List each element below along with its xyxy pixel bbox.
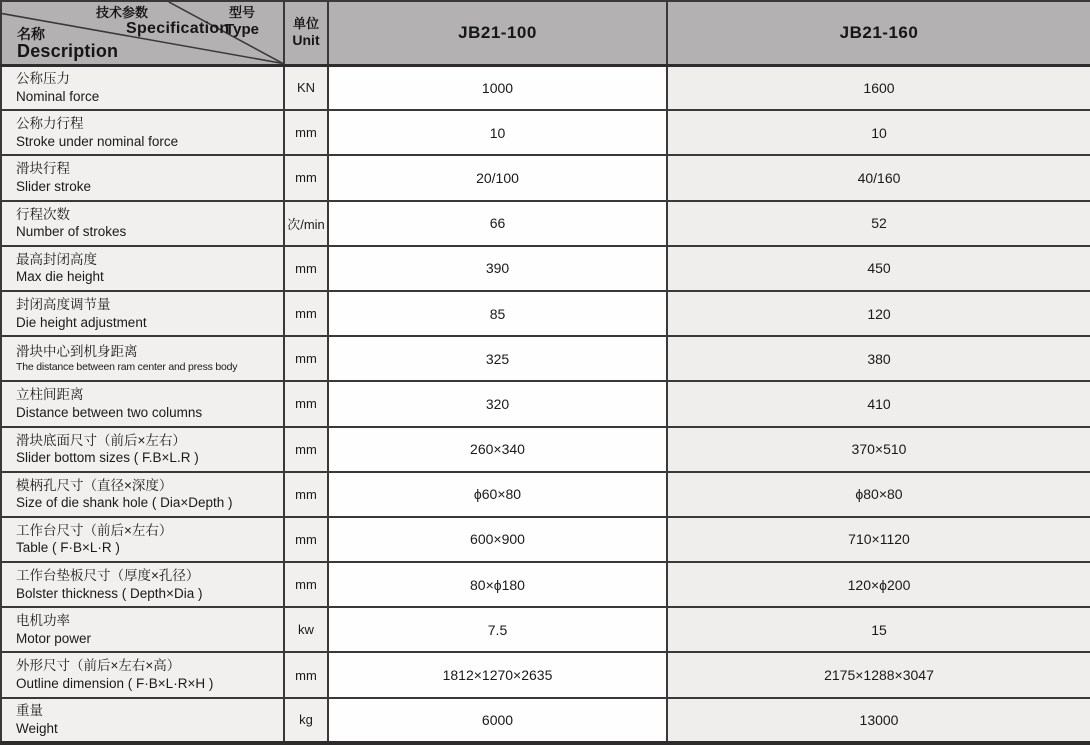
spec-name-en: Outline dimension ( F·B×L·R×H ) [16,676,214,692]
spec-name-zh: 外形尺寸（前后×左右×高） [16,658,181,674]
table-row [1,698,1090,743]
value-jb21-160: 15 [667,607,1090,652]
spec-name-zh: 行程次数 [16,206,70,222]
header-description [17,27,118,61]
unit-cell: mm [284,517,328,562]
header-unit-zh: 单位 [292,15,319,31]
spec-name-cell [1,607,284,652]
header-description-zh: 名称 [17,25,45,42]
value-jb21-100: 1812×1270×2635 [328,652,667,697]
header-unit-en: Unit [292,32,320,49]
unit-cell: KN [284,65,328,110]
spec-name-cell [1,652,284,697]
spec-name-en: Size of die shank hole ( Dia×Depth ) [16,495,233,511]
spec-name-en: Distance between two columns [16,404,203,420]
spec-name-cell [1,381,284,426]
value-jb21-100: 320 [328,381,667,426]
unit-cell: mm [284,427,328,472]
value-jb21-100: 80×ϕ180 [328,562,667,607]
spec-name-zh: 立柱间距离 [16,387,84,403]
spec-name-zh: 工作台尺寸（前后×左右） [16,522,173,538]
table-row [1,110,1090,155]
spec-name-cell [1,291,284,336]
table-row [1,201,1090,246]
spec-name-en: Slider stroke [16,178,92,194]
unit-cell: mm [284,155,328,200]
spec-name-en: Number of strokes [16,224,127,240]
unit-cell: mm [284,472,328,517]
spec-name-cell [1,65,284,110]
table-row [1,427,1090,472]
spec-name-en: Nominal force [16,88,100,104]
spec-name-cell [1,562,284,607]
header-row [1,1,1090,65]
table-row [1,652,1090,697]
header-type-zh: 型号 [229,5,256,20]
spec-name-zh: 封闭高度调节量 [16,296,111,312]
table-row [1,472,1090,517]
spec-name-zh: 最高封闭高度 [16,251,97,267]
value-jb21-100: 325 [328,336,667,381]
header-specification-en: Specification [126,20,230,38]
spec-name-en: Stroke under nominal force [16,133,179,149]
table-row [1,336,1090,381]
table-header [1,1,1090,65]
spec-name-zh: 重量 [16,703,43,719]
value-jb21-160: 10 [667,110,1090,155]
value-jb21-160: 120×ϕ200 [667,562,1090,607]
spec-name-cell [1,246,284,291]
table-row [1,381,1090,426]
value-jb21-160: 2175×1288×3047 [667,652,1090,697]
unit-cell: kw [284,607,328,652]
value-jb21-100: 1000 [328,65,667,110]
table-row [1,291,1090,336]
value-jb21-160: 40/160 [667,155,1090,200]
spec-name-zh: 模柄孔尺寸（直径×深度） [16,477,173,493]
value-jb21-100: 85 [328,291,667,336]
header-specification-zh: 技术参数 [96,5,149,20]
spec-name-zh: 电机功率 [16,613,70,629]
value-jb21-100: 10 [328,110,667,155]
header-diagonal-cell [1,1,284,65]
value-jb21-160: 13000 [667,698,1090,743]
spec-name-en: Bolster thickness ( Depth×Dia ) [16,585,203,601]
value-jb21-160: 52 [667,201,1090,246]
value-jb21-100: 66 [328,201,667,246]
spec-name-zh: 滑块行程 [16,161,70,177]
spec-name-cell [1,517,284,562]
table-body [1,65,1090,743]
spec-name-cell [1,201,284,246]
spec-name-en: Max die height [16,269,104,285]
table-row [1,155,1090,200]
header-model-jb21-100: JB21-100 [328,1,667,65]
spec-name-cell [1,427,284,472]
value-jb21-160: 380 [667,336,1090,381]
unit-cell: mm [284,652,328,697]
spec-name-zh: 公称压力 [16,71,70,87]
spec-name-en: Weight [16,720,58,736]
table-row [1,65,1090,110]
value-jb21-100: 6000 [328,698,667,743]
value-jb21-100: 390 [328,246,667,291]
table-row [1,562,1090,607]
value-jb21-160: 410 [667,381,1090,426]
value-jb21-160: 120 [667,291,1090,336]
spec-name-zh: 滑块底面尺寸（前后×左右） [16,432,186,448]
value-jb21-100: 20/100 [328,155,667,200]
table-row [1,607,1090,652]
unit-cell: 次/min [284,201,328,246]
unit-cell: mm [284,381,328,426]
header-type-en: Type [225,20,259,38]
unit-cell: kg [284,698,328,743]
header-unit [284,1,328,65]
spec-name-cell [1,698,284,743]
value-jb21-160: ϕ80×80 [667,472,1090,517]
value-jb21-100: 600×900 [328,517,667,562]
spec-name-cell [1,110,284,155]
unit-cell: mm [284,246,328,291]
spec-name-en: Table ( F·B×L·R ) [16,540,120,556]
spec-name-cell [1,155,284,200]
header-model-jb21-160: JB21-160 [667,1,1090,65]
unit-cell: mm [284,110,328,155]
unit-cell: mm [284,336,328,381]
spec-name-zh: 滑块中心到机身距离 [16,344,138,360]
value-jb21-160: 370×510 [667,427,1090,472]
value-jb21-160: 710×1120 [667,517,1090,562]
value-jb21-100: 260×340 [328,427,667,472]
spec-name-cell [1,472,284,517]
spec-name-zh: 公称力行程 [16,116,84,132]
spec-name-en: Die height adjustment [16,314,147,330]
value-jb21-160: 450 [667,246,1090,291]
table-row [1,517,1090,562]
table-row [1,246,1090,291]
spec-name-zh: 工作台垫板尺寸（厚度×孔径） [16,568,200,584]
unit-cell: mm [284,291,328,336]
spec-name-cell [1,336,284,381]
spec-name-en: Motor power [16,630,92,646]
spec-name-en: The distance between ram center and press body [16,360,238,373]
spec-name-en: Slider bottom sizes ( F.B×L.R ) [16,450,199,466]
value-jb21-100: ϕ60×80 [328,472,667,517]
value-jb21-160: 1600 [667,65,1090,110]
header-type [225,6,259,38]
value-jb21-100: 7.5 [328,607,667,652]
unit-cell: mm [284,562,328,607]
header-description-en: Description [17,40,119,61]
